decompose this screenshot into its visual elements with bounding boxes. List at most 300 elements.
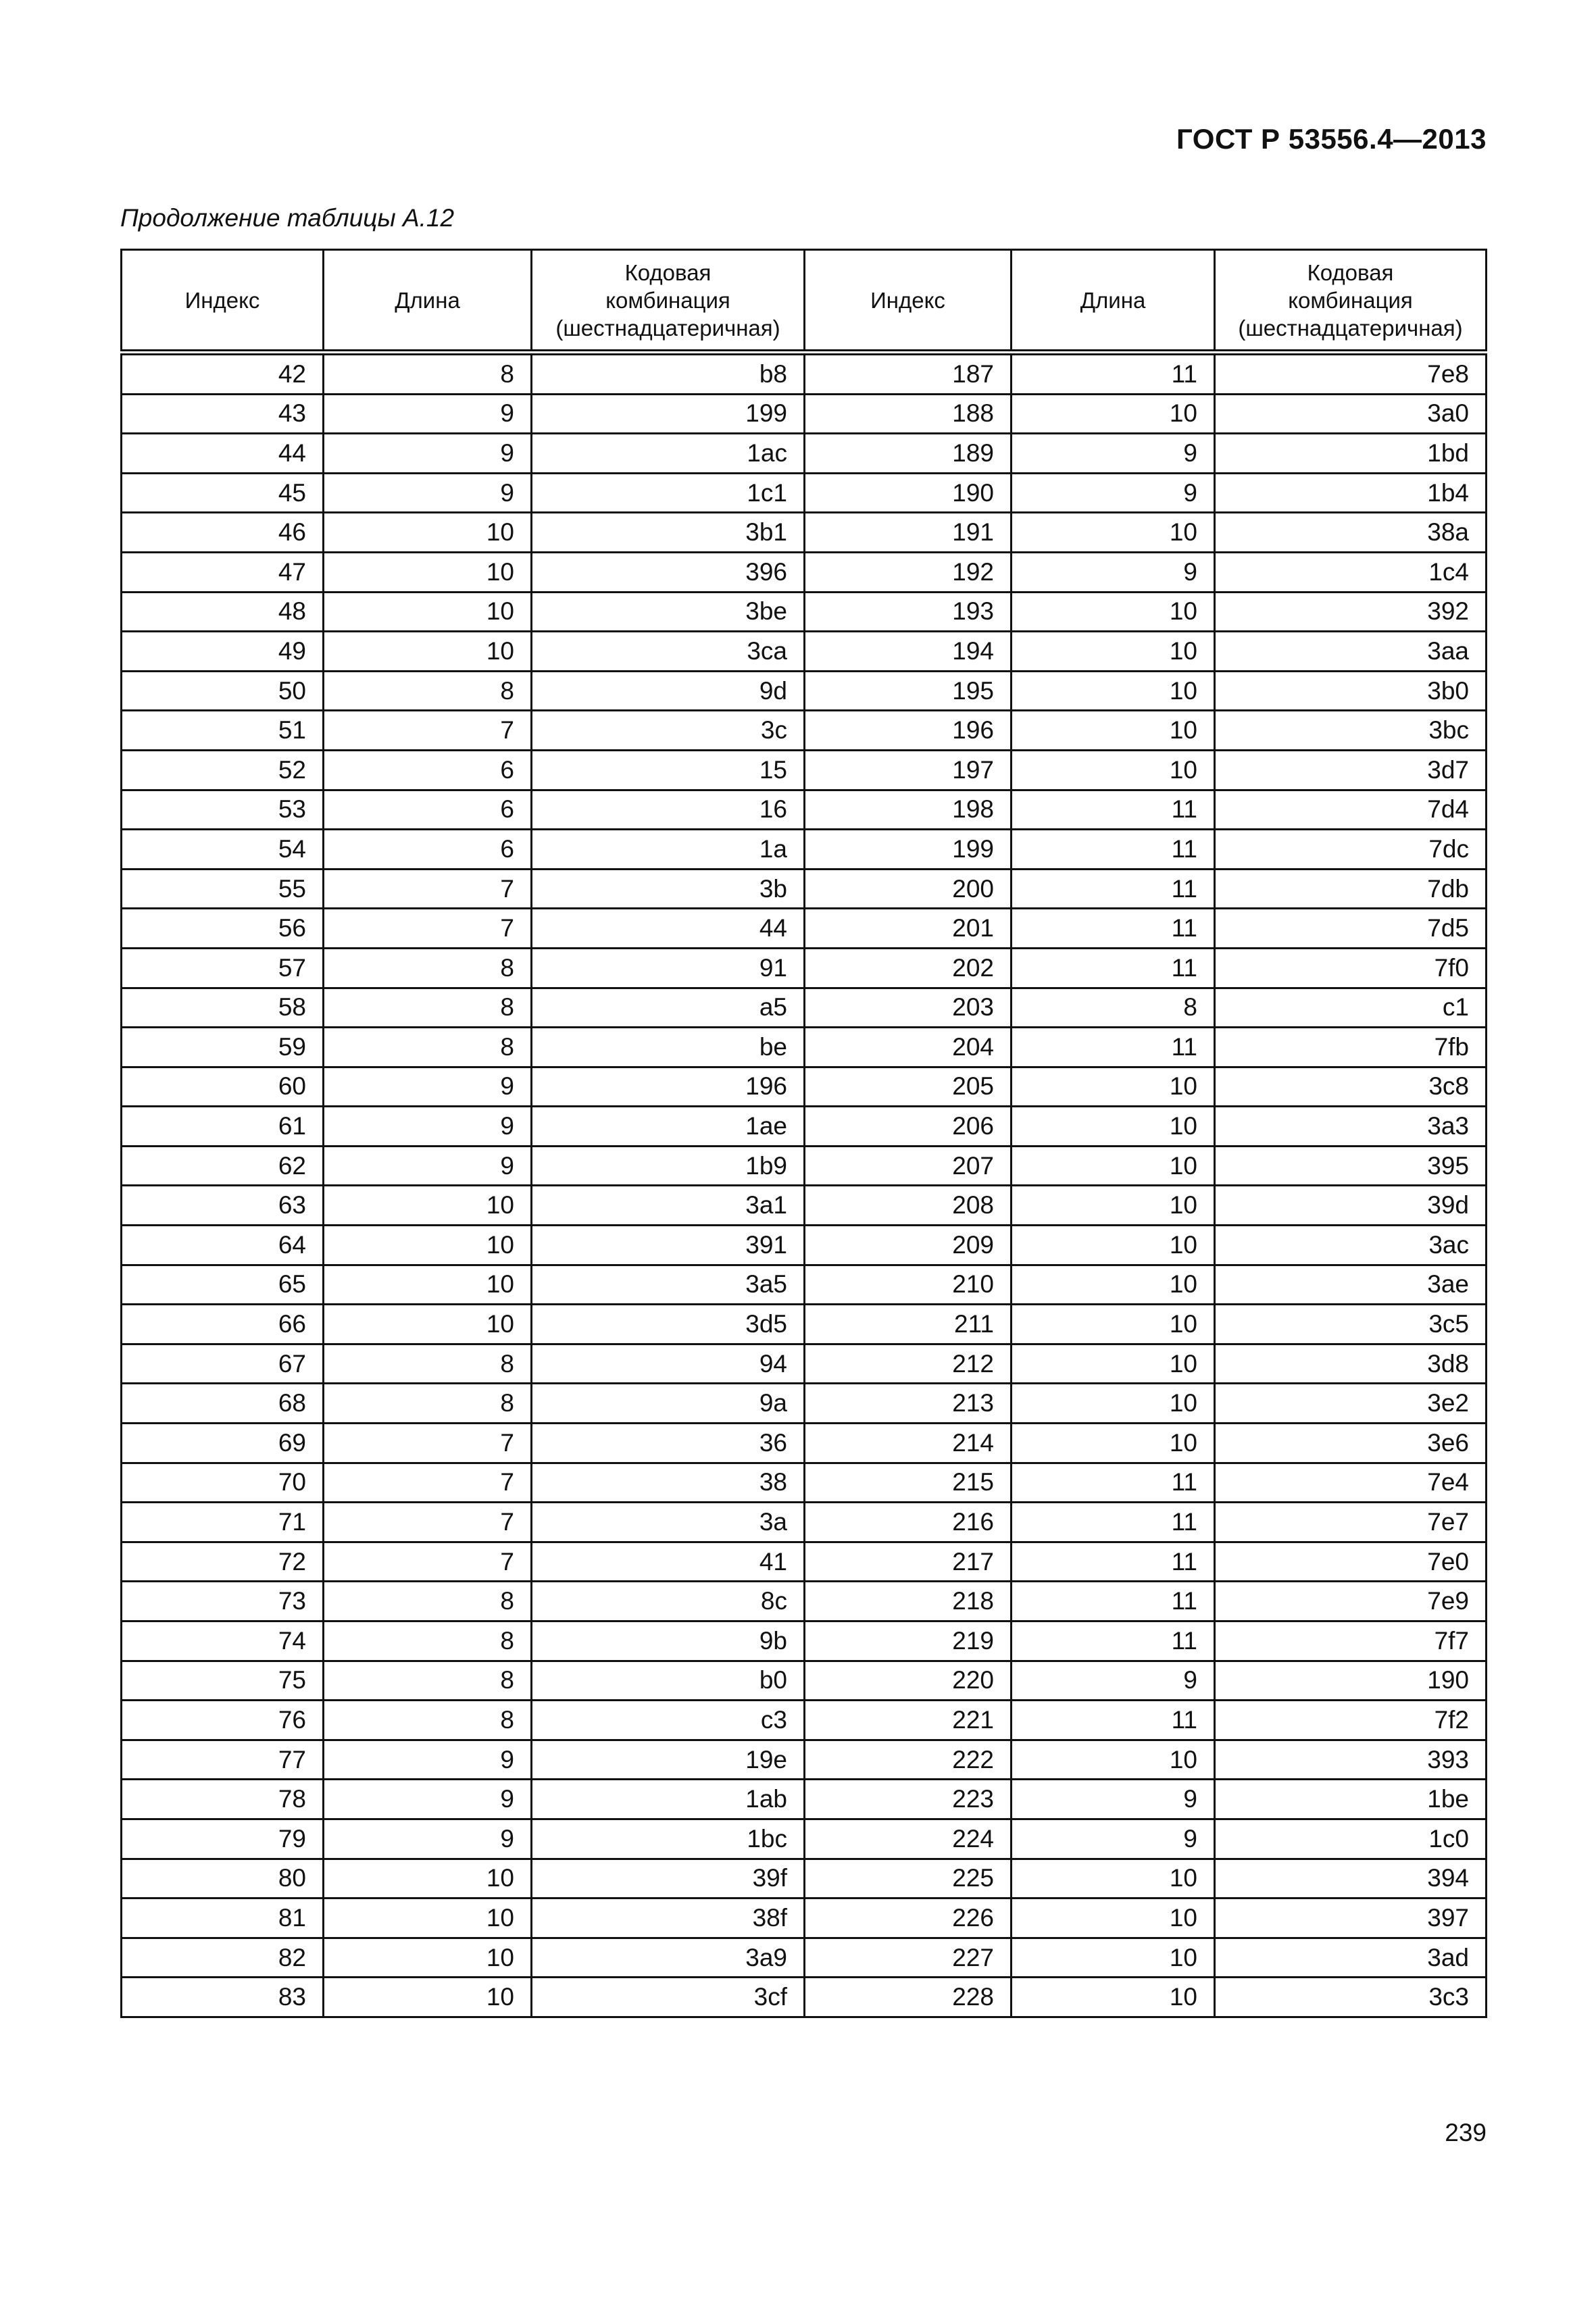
table-cell: 191 [805,513,1012,553]
table-cell: 38 [532,1463,805,1503]
table-cell: 9 [324,1146,532,1186]
table-cell: 7e0 [1215,1542,1487,1582]
table-cell: 7 [324,1424,532,1463]
table-cell: 10 [1012,1344,1215,1384]
table-cell: 7 [324,1463,532,1503]
table-cell: b8 [532,353,805,395]
table-cell: 79 [122,1819,324,1859]
table-cell: 1ae [532,1107,805,1147]
table-cell: 196 [532,1067,805,1107]
table-cell: 1bc [532,1819,805,1859]
table-cell: 8 [324,1028,532,1067]
table-cell: 394 [1215,1859,1487,1898]
table-cell: 3b [532,869,805,909]
table-cell: 1a [532,830,805,870]
table-cell: 10 [1012,1938,1215,1978]
table-row [122,1384,1487,1424]
table-cell: 50 [122,671,324,711]
table-row [122,1542,1487,1582]
table-cell: 94 [532,1344,805,1384]
table-cell: 10 [1012,1305,1215,1344]
table-cell: 1ac [532,434,805,474]
table-cell: 3e2 [1215,1384,1487,1424]
table-row [122,671,1487,711]
table-row [122,632,1487,672]
table-cell: 67 [122,1344,324,1384]
table-cell: 198 [805,790,1012,830]
table-cell: 392 [1215,592,1487,632]
table-cell: 11 [1012,869,1215,909]
table-cell: 10 [324,513,532,553]
table-cell: 7fb [1215,1028,1487,1067]
column-header [1012,250,1215,353]
table-cell: 10 [1012,1226,1215,1265]
table-cell: 206 [805,1107,1012,1147]
table-cell: 10 [324,1859,532,1898]
table-cell: 193 [805,592,1012,632]
table-cell: 66 [122,1305,324,1344]
table-cell: 16 [532,790,805,830]
table-cell: 91 [532,948,805,988]
table-cell: 7dc [1215,830,1487,870]
table-cell: 8 [324,1661,532,1701]
table-cell: 8 [324,1384,532,1424]
table-cell: 7d5 [1215,909,1487,949]
table-row [122,1859,1487,1898]
table-cell: 42 [122,353,324,395]
table-cell: 220 [805,1661,1012,1701]
table-cell: 1c0 [1215,1819,1487,1859]
table-row [122,1265,1487,1305]
table-cell: 59 [122,1028,324,1067]
table-cell: 391 [532,1226,805,1265]
table-cell: 197 [805,750,1012,790]
table-cell: 10 [1012,394,1215,434]
table-cell: 9 [324,473,532,513]
table-cell: 3a3 [1215,1107,1487,1147]
column-header-line: комбинация [1288,287,1413,313]
table-cell: 7 [324,1503,532,1542]
table-cell: 7 [324,1542,532,1582]
table-cell: 3a0 [1215,394,1487,434]
table-cell: 3a5 [532,1265,805,1305]
table-cell: 397 [1215,1898,1487,1938]
table-row [122,1978,1487,2017]
table-cell: 190 [1215,1661,1487,1701]
table-row [122,1463,1487,1503]
table-cell: 1be [1215,1780,1487,1819]
table-row [122,1186,1487,1226]
table-cell: 7db [1215,869,1487,909]
table-cell: 6 [324,790,532,830]
column-header [532,250,805,353]
table-row [122,909,1487,949]
table-cell: 10 [324,592,532,632]
table-cell: 224 [805,1819,1012,1859]
table-cell: 222 [805,1740,1012,1780]
column-header-line: Длина [395,287,460,313]
table-cell: 81 [122,1898,324,1938]
table-cell: 11 [1012,1028,1215,1067]
table-cell: 19e [532,1740,805,1780]
table-cell: 6 [324,830,532,870]
table-cell: 3ca [532,632,805,672]
table-cell: 211 [805,1305,1012,1344]
table-cell: 200 [805,869,1012,909]
table-cell: 57 [122,948,324,988]
table-cell: 10 [324,1978,532,2017]
table-cell: 44 [122,434,324,474]
table-cell: 10 [1012,1186,1215,1226]
table-row [122,394,1487,434]
table-cell: 1c1 [532,473,805,513]
table-cell: 52 [122,750,324,790]
table-row [122,1028,1487,1067]
column-header-line: Длина [1080,287,1146,313]
table-cell: 78 [122,1780,324,1819]
column-header-line: (шестнадцатеричная) [555,315,780,341]
table-cell: 8 [324,671,532,711]
table-cell: 10 [1012,1384,1215,1424]
table-cell: 8 [324,1621,532,1661]
table-cell: 3e6 [1215,1424,1487,1463]
document-standard-id: ГОСТ Р 53556.4—2013 [1176,123,1487,155]
table-cell: 3d8 [1215,1344,1487,1384]
table-cell: 3b1 [532,513,805,553]
table-cell: 205 [805,1067,1012,1107]
table-row [122,434,1487,474]
table-cell: 54 [122,830,324,870]
table-cell: 10 [1012,1898,1215,1938]
table-cell: 1ab [532,1780,805,1819]
table-cell: 68 [122,1384,324,1424]
table-cell: 11 [1012,909,1215,949]
table-cell: 10 [324,1186,532,1226]
table-cell: 10 [324,1898,532,1938]
table-cell: 9 [1012,1661,1215,1701]
table-cell: 3d5 [532,1305,805,1344]
table-cell: 80 [122,1859,324,1898]
table-row [122,830,1487,870]
table-cell: 217 [805,1542,1012,1582]
table-cell: 39d [1215,1186,1487,1226]
table-cell: 8 [324,353,532,395]
table-cell: 393 [1215,1740,1487,1780]
table-cell: 62 [122,1146,324,1186]
table-cell: 9a [532,1384,805,1424]
table-body [122,353,1487,2017]
table-cell: 8c [532,1582,805,1621]
table-cell: 45 [122,473,324,513]
table-cell: 8 [1012,988,1215,1028]
table-cell: 219 [805,1621,1012,1661]
table-row [122,750,1487,790]
table-cell: 3a9 [532,1938,805,1978]
table-cell: 7e9 [1215,1582,1487,1621]
table-cell: 10 [1012,1424,1215,1463]
table-cell: 51 [122,711,324,751]
table-header [122,250,1487,353]
table-cell: 11 [1012,1701,1215,1740]
table-cell: 65 [122,1265,324,1305]
table-cell: c3 [532,1701,805,1740]
table-cell: 10 [1012,750,1215,790]
table-cell: 47 [122,552,324,592]
table-cell: 9 [324,1107,532,1147]
table-cell: 9 [324,1067,532,1107]
table-row [122,513,1487,553]
table-row [122,353,1487,395]
table-cell: 3c3 [1215,1978,1487,2017]
table-row [122,1107,1487,1147]
table-row [122,1424,1487,1463]
table-row [122,988,1487,1028]
table-cell: 3ac [1215,1226,1487,1265]
table-cell: 41 [532,1542,805,1582]
table-cell: 48 [122,592,324,632]
table-row [122,1701,1487,1740]
table-row [122,1898,1487,1938]
table-cell: 10 [1012,1740,1215,1780]
table-row [122,1582,1487,1621]
table-cell: 6 [324,750,532,790]
table-cell: 3d7 [1215,750,1487,790]
table-row [122,1067,1487,1107]
table-cell: 11 [1012,1463,1215,1503]
table-cell: 10 [1012,1146,1215,1186]
table-cell: 53 [122,790,324,830]
table-cell: 3b0 [1215,671,1487,711]
table-cell: 225 [805,1859,1012,1898]
table-cell: 38f [532,1898,805,1938]
table-cell: 82 [122,1938,324,1978]
table-cell: 213 [805,1384,1012,1424]
table-cell: b0 [532,1661,805,1701]
table-cell: 11 [1012,1503,1215,1542]
table-row [122,473,1487,513]
column-header [122,250,324,353]
table-caption: Продолжение таблицы А.12 [120,204,455,232]
table-cell: 9d [532,671,805,711]
table-cell: be [532,1028,805,1067]
table-cell: 199 [805,830,1012,870]
column-header-line: Индекс [870,287,945,313]
table-cell: 63 [122,1186,324,1226]
table-cell: 9 [1012,434,1215,474]
table-cell: 10 [324,1226,532,1265]
table-row [122,1503,1487,1542]
table-cell: 187 [805,353,1012,395]
table-cell: 72 [122,1542,324,1582]
table-cell: 7d4 [1215,790,1487,830]
table-cell: 3c [532,711,805,751]
table-row [122,790,1487,830]
table-cell: 212 [805,1344,1012,1384]
table-cell: 10 [1012,711,1215,751]
table-cell: 3a1 [532,1186,805,1226]
table-cell: 77 [122,1740,324,1780]
table-cell: 199 [532,394,805,434]
table-cell: 9 [324,1740,532,1780]
column-header-line: Индекс [184,287,260,313]
table-cell: 10 [1012,1265,1215,1305]
column-header-line: (шестнадцатеричная) [1238,315,1463,341]
table-cell: 228 [805,1978,1012,2017]
table-cell: 3bc [1215,711,1487,751]
table-cell: 1c4 [1215,552,1487,592]
table-cell: 7e4 [1215,1463,1487,1503]
table-cell: 75 [122,1661,324,1701]
table-cell: 9 [324,434,532,474]
table-row [122,1780,1487,1819]
table-cell: 10 [1012,1859,1215,1898]
table-cell: c1 [1215,988,1487,1028]
table-cell: 55 [122,869,324,909]
table-cell: 226 [805,1898,1012,1938]
table-cell: 49 [122,632,324,672]
table-cell: 8 [324,988,532,1028]
table-cell: 3c5 [1215,1305,1487,1344]
table-cell: 7f7 [1215,1621,1487,1661]
table-cell: 7f0 [1215,948,1487,988]
table-cell: 216 [805,1503,1012,1542]
table-cell: 44 [532,909,805,949]
table-cell: 204 [805,1028,1012,1067]
table-cell: 7e7 [1215,1503,1487,1542]
table-cell: 11 [1012,1621,1215,1661]
table-cell: 10 [1012,632,1215,672]
table-cell: 3be [532,592,805,632]
table-cell: 214 [805,1424,1012,1463]
table-cell: 3ae [1215,1265,1487,1305]
table-cell: 395 [1215,1146,1487,1186]
table-cell: 202 [805,948,1012,988]
table-cell: 69 [122,1424,324,1463]
table-cell: 196 [805,711,1012,751]
table-cell: 11 [1012,1542,1215,1582]
table-cell: 1bd [1215,434,1487,474]
table-cell: 73 [122,1582,324,1621]
table-row [122,711,1487,751]
table-cell: 192 [805,552,1012,592]
table-cell: 10 [324,632,532,672]
table-cell: 10 [324,552,532,592]
table-cell: 7 [324,869,532,909]
table-row [122,552,1487,592]
table-row [122,1146,1487,1186]
table-cell: 227 [805,1938,1012,1978]
table-header-row [122,250,1487,353]
column-header-line: комбинация [605,287,730,313]
table-cell: 188 [805,394,1012,434]
table-cell: 9 [1012,552,1215,592]
table-row [122,592,1487,632]
table-cell: 3aa [1215,632,1487,672]
table-cell: 11 [1012,1582,1215,1621]
table-cell: 1b4 [1215,473,1487,513]
table-cell: 1b9 [532,1146,805,1186]
table-cell: 74 [122,1621,324,1661]
table-cell: 194 [805,632,1012,672]
table-cell: 11 [1012,353,1215,395]
table-cell: 11 [1012,790,1215,830]
table-row [122,1344,1487,1384]
table-cell: 221 [805,1701,1012,1740]
table-cell: 83 [122,1978,324,2017]
table-cell: 3ad [1215,1938,1487,1978]
column-header-line: Кодовая [1307,259,1394,285]
table-cell: 396 [532,552,805,592]
table-cell: 10 [1012,592,1215,632]
table-cell: 210 [805,1265,1012,1305]
column-header-line: Кодовая [624,259,712,285]
table-row [122,869,1487,909]
table-row [122,1938,1487,1978]
table-cell: 195 [805,671,1012,711]
column-header [324,250,532,353]
table-cell: 189 [805,434,1012,474]
table-cell: 9b [532,1621,805,1661]
table-row [122,948,1487,988]
table-cell: 46 [122,513,324,553]
table-cell: 10 [324,1265,532,1305]
table-cell: 64 [122,1226,324,1265]
table-cell: 9 [1012,473,1215,513]
table-cell: 10 [1012,1067,1215,1107]
table-cell: 207 [805,1146,1012,1186]
table-cell: 3cf [532,1978,805,2017]
table-row [122,1305,1487,1344]
table-cell: 76 [122,1701,324,1740]
table-cell: 71 [122,1503,324,1542]
table-cell: 7 [324,711,532,751]
table-cell: 223 [805,1780,1012,1819]
table-cell: 190 [805,473,1012,513]
table-cell: 203 [805,988,1012,1028]
table-cell: 10 [1012,1978,1215,2017]
table-cell: 8 [324,1582,532,1621]
table-cell: 9 [1012,1780,1215,1819]
table-cell: 70 [122,1463,324,1503]
table-cell: 60 [122,1067,324,1107]
table-cell: 3c8 [1215,1067,1487,1107]
table-cell: 7f2 [1215,1701,1487,1740]
table-cell: 8 [324,948,532,988]
code-table [120,249,1487,2018]
table-cell: 10 [324,1305,532,1344]
table-cell: 10 [324,1938,532,1978]
table-cell: 61 [122,1107,324,1147]
table-row [122,1621,1487,1661]
column-header [805,250,1012,353]
table-row [122,1226,1487,1265]
table-cell: 9 [324,394,532,434]
table-cell: 3a [532,1503,805,1542]
table-cell: 10 [1012,1107,1215,1147]
table-cell: 15 [532,750,805,790]
table-row [122,1819,1487,1859]
table-cell: 8 [324,1701,532,1740]
table-cell: 209 [805,1226,1012,1265]
table-cell: 11 [1012,830,1215,870]
table-cell: 11 [1012,948,1215,988]
table-cell: 201 [805,909,1012,949]
table-cell: 218 [805,1582,1012,1621]
page-number: 239 [1445,2119,1487,2146]
table-cell: a5 [532,988,805,1028]
column-header [1215,250,1487,353]
table-cell: 208 [805,1186,1012,1226]
